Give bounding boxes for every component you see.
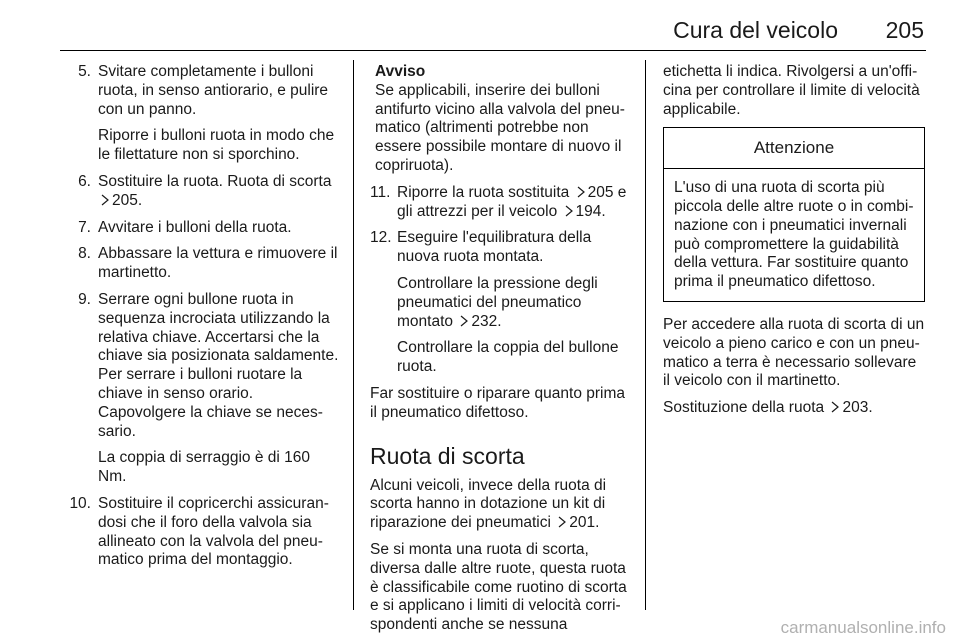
list-item-5 bbox=[64, 63, 342, 119]
list-item-7 bbox=[64, 219, 342, 238]
page-reference-icon bbox=[564, 205, 574, 217]
warning-title: Attenzione bbox=[664, 128, 924, 169]
list-subtext bbox=[370, 275, 634, 331]
list-subtext-text: Controllare la pressione degli pneumatici del pneumatico montato bbox=[397, 274, 598, 330]
list-item-9 bbox=[64, 291, 342, 441]
watermark: carmanualsonline.info bbox=[780, 618, 946, 637]
column-2 bbox=[370, 63, 634, 643]
list-item-8 bbox=[64, 245, 342, 283]
page-header bbox=[60, 8, 926, 51]
warning-text: L'uso di una ruota di scorta più piccola delle altre ruote o in combinazione con i pneumatici invernali può compromettere la guidabilità della vettura. Far sostituire quanto prima il pneumatico difettoso. bbox=[674, 179, 914, 291]
list-subtext: Riporre i bulloni ruota in modo che le filettature non si sporchino. bbox=[98, 127, 335, 164]
paragraph: Per accedere alla ruota di scorta di un veicolo a pieno carico e con un pneumatico a terra è necessario sollevare il veicolo con il martinetto. bbox=[663, 315, 925, 390]
page-reference-link[interactable]: 205 e gli attrezzi per il veicolo bbox=[397, 183, 627, 220]
list-number: 11. bbox=[370, 183, 391, 201]
page-reference-link[interactable]: 232. bbox=[471, 312, 502, 330]
paragraph: Se si monta una ruota di scorta, diversa dalle altre ruote, questa ruota è classificabile come ruotino di scorta e si applicano i limiti di velocità corrispondenti anche se nessuna bbox=[370, 540, 627, 634]
list-number: 8. bbox=[78, 245, 91, 263]
list-text: Sostituire la ruota. Ruota di scorta bbox=[98, 172, 332, 190]
paragraph-text: Alcuni veicoli, invece della ruota di scorta hanno in dotazione un kit di riparazione dei pneumatici bbox=[370, 476, 607, 532]
paragraph: etichetta li indica. Rivolgersi a un'officina per controllare il limite di velocità applicabile. bbox=[663, 63, 920, 118]
list-text: Svitare completamente i bulloni ruota, in senso antiorario, e pulire con un panno. bbox=[98, 63, 329, 118]
warning-box bbox=[663, 127, 925, 302]
page-reference-icon bbox=[100, 194, 110, 206]
page-reference-link[interactable]: 194. bbox=[575, 202, 606, 220]
paragraph: Far sostituire o riparare quanto prima il pneumatico difettoso. bbox=[370, 384, 626, 421]
list-number: 5. bbox=[78, 63, 91, 80]
page-reference-link[interactable]: 201. bbox=[569, 514, 600, 532]
list-item-6 bbox=[64, 173, 342, 211]
paragraph bbox=[663, 399, 925, 418]
page-number: 205 bbox=[885, 17, 924, 43]
list-text: Avvitare i bulloni della ruota. bbox=[98, 218, 292, 236]
page-reference-link[interactable]: 205. bbox=[112, 191, 143, 209]
list-text: Riporre la ruota sostituita bbox=[397, 183, 570, 201]
page-reference-icon bbox=[459, 315, 469, 327]
list-number: 12. bbox=[370, 229, 392, 247]
list-item-11 bbox=[370, 184, 634, 222]
notice-text: Se applicabili, inserire dei bulloni antifurto vicino alla valvola del pneumatico (altrimenti potrebbe non essere possibile montare di nuovo il copriruota). bbox=[375, 81, 625, 174]
column-3 bbox=[663, 63, 925, 426]
list-number: 6. bbox=[78, 172, 91, 190]
page-reference-icon bbox=[576, 186, 586, 198]
list-item-12 bbox=[370, 229, 634, 267]
paragraph-text: Sostituzione della ruota bbox=[663, 399, 825, 417]
paragraph bbox=[370, 477, 634, 533]
list-text: Sostituire il copricerchi assicurandosi che il foro della valvola sia allineato con la valvola del pneumatico prima del montaggio. bbox=[98, 494, 329, 569]
list-subtext: Controllare la coppia del bullone ruota. bbox=[397, 339, 619, 376]
notice-title: Avviso bbox=[375, 63, 426, 80]
page-reference-link[interactable]: 203. bbox=[842, 399, 873, 417]
list-number: 10. bbox=[69, 494, 91, 512]
column-1 bbox=[64, 63, 342, 578]
list-number: 7. bbox=[78, 218, 91, 236]
list-item-10 bbox=[64, 495, 342, 570]
column-divider-1 bbox=[353, 60, 354, 610]
page-reference-icon bbox=[830, 401, 840, 413]
list-text: Eseguire l'equilibratura della nuova ruota montata. bbox=[397, 229, 592, 266]
list-text: Serrare ogni bullone ruota in sequenza incrociata utilizzando la relativa chiave. Accertarsi che la chiave sia posizionata saldamente. Per serrare i bulloni ruotare la chiave in senso orario. Capovolgere la chiave se necessario. bbox=[98, 290, 339, 440]
list-subtext: La coppia di serraggio è di 160 Nm. bbox=[98, 449, 310, 486]
list-text: Abbassare la vettura e rimuovere il martinetto. bbox=[98, 245, 338, 282]
list-number: 9. bbox=[78, 290, 91, 308]
column-divider-2 bbox=[645, 60, 646, 610]
chapter-title: Cura del veicolo bbox=[673, 17, 838, 43]
section-title: Ruota di scorta bbox=[370, 442, 525, 469]
page-reference-icon bbox=[557, 516, 567, 528]
